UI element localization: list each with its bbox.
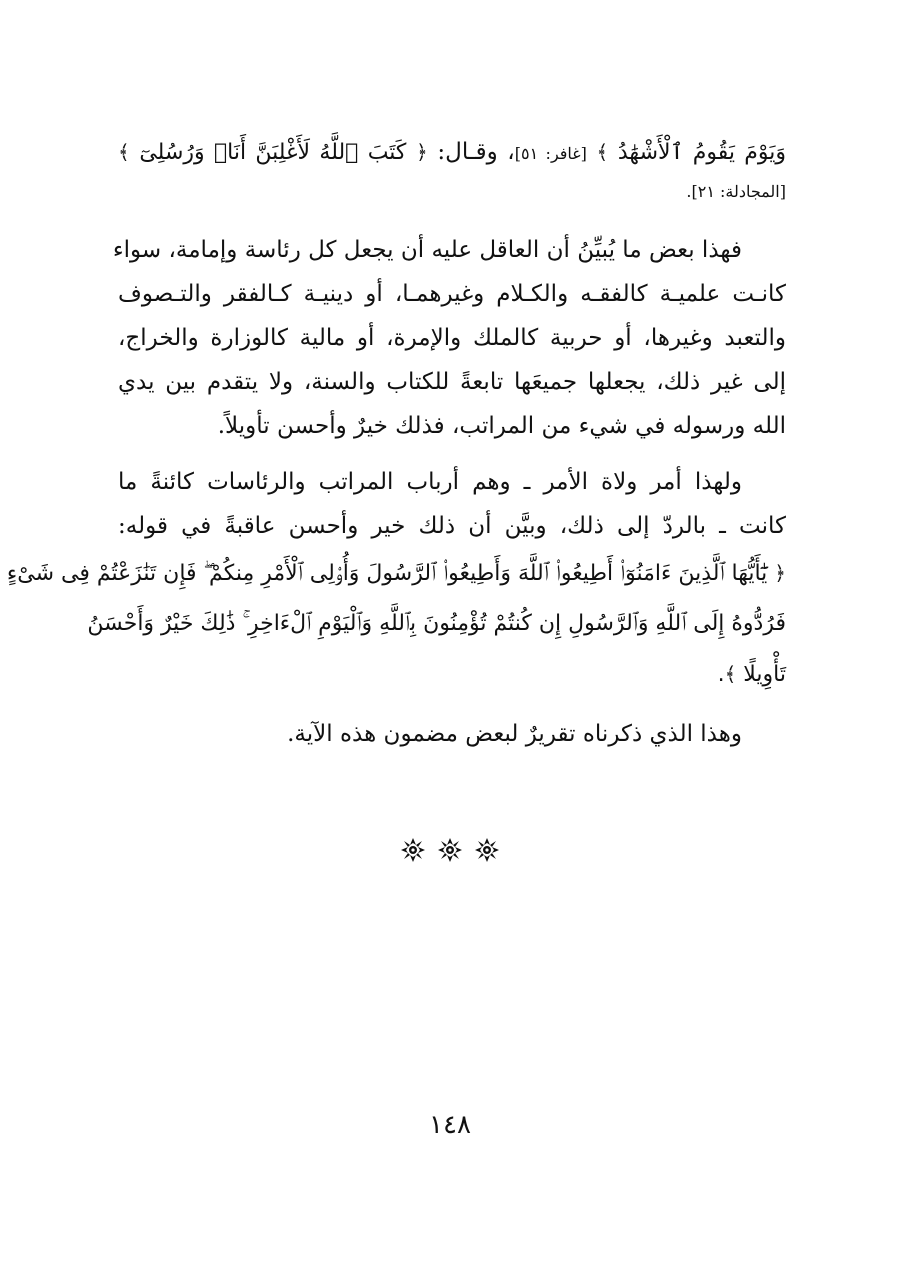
connector-text: ، وقـال: (427, 139, 515, 165)
paragraph-3 (118, 712, 786, 756)
paragraph-line: كانـت علميـة كالفقـه والكـلام وغيرهمـا، أو دينيـة كـالفقر والتـصوف (118, 281, 786, 307)
section-divider-ornament (400, 832, 500, 868)
quran-verse-text: تَأْوِيلًا (743, 662, 786, 687)
flower-ornament-icon (437, 837, 463, 863)
paragraph-line: كانت ـ بالردّ إلى ذلك، وبيَّن أن ذلك خير وأحسن عاقبةً في قوله: (118, 513, 786, 539)
paragraph-1 (112, 228, 786, 448)
paragraph-line: ولهذا أمر ولاة الأمر ـ وهم أرباب المراتب والرئاسات كائنةً ما (118, 469, 742, 495)
quran-verse-text: يَٰٓأَيُّهَا ٱلَّذِينَ ءَامَنُوٓا۟ أَطِيعُوا۟ ٱللَّهَ وَأَطِيعُوا۟ ٱلرَّسُولَ وَأُو۟لِى ٱلْأَمْرِ مِنكُمْ ۖ فَإِن تَنَٰزَعْتُمْ فِى شَىْءٍ (6, 561, 768, 586)
page-body (6, 128, 787, 768)
quran-verse-line (6, 548, 786, 599)
paragraph-2 (6, 460, 786, 700)
paragraph-line: وهذا الذي ذكرناه تقريرٌ لبعض مضمون هذه الآية. (287, 721, 742, 747)
quran-verse-ghafir: وَيَوْمَ يَقُومُ ٱلْأَشْهَٰدُ (617, 140, 787, 165)
paragraph-line: والتعبد وغيرها، أو حربية كالملك والإمرة، أو مالية كالوزارة والخراج، (118, 325, 786, 351)
quran-verse-line: فَرُدُّوهُ إِلَى ٱللَّهِ وَٱلرَّسُولِ إِن كُنتُمْ تُؤْمِنُونَ بِٱللَّهِ وَٱلْيَوْمِ ٱلْءَاخِرِ ۚ ذَٰلِكَ خَيْرٌ وَأَحْسَنُ (87, 611, 786, 636)
quran-verse-line (118, 649, 786, 700)
quran-brace-close: ﴾ (724, 662, 737, 686)
page-number: ١٤٨ (429, 1110, 471, 1140)
flower-ornament-icon (400, 837, 426, 863)
quran-verse-mujadila: كَتَبَ ٱللَّهُ لَأَغْلِبَنَّ أَنَا۠ وَرُسُلِىٓ (139, 140, 407, 165)
citation-ghafir: [غافر: ٥١] (514, 144, 587, 163)
paragraph-line: الله ورسوله في شيء من المراتب، فذلك خيرٌ وأحسن تأويلاً. (217, 413, 786, 439)
paragraph-line: إلى غير ذلك، يجعلها جميعَها تابعةً للكتاب والسنة، ولا يتقدم بين يدي (118, 369, 786, 395)
verse-line-1 (118, 128, 786, 178)
quran-brace-open: ﴿ (774, 561, 786, 585)
flower-ornament-icon (474, 837, 500, 863)
sentence-end: . (717, 662, 725, 687)
quran-brace-open: ﴿ (416, 140, 428, 164)
citation-mujadila: [المجادلة: ٢١]. (686, 182, 786, 201)
paragraph-line: فهذا بعض ما يُبيِّنُ أن العاقل عليه أن يجعل كل رئاسة وإمامة، سواء (112, 237, 742, 263)
quran-brace-close: ﴾ (596, 140, 609, 164)
quran-brace-close: ﴾ (118, 140, 130, 164)
